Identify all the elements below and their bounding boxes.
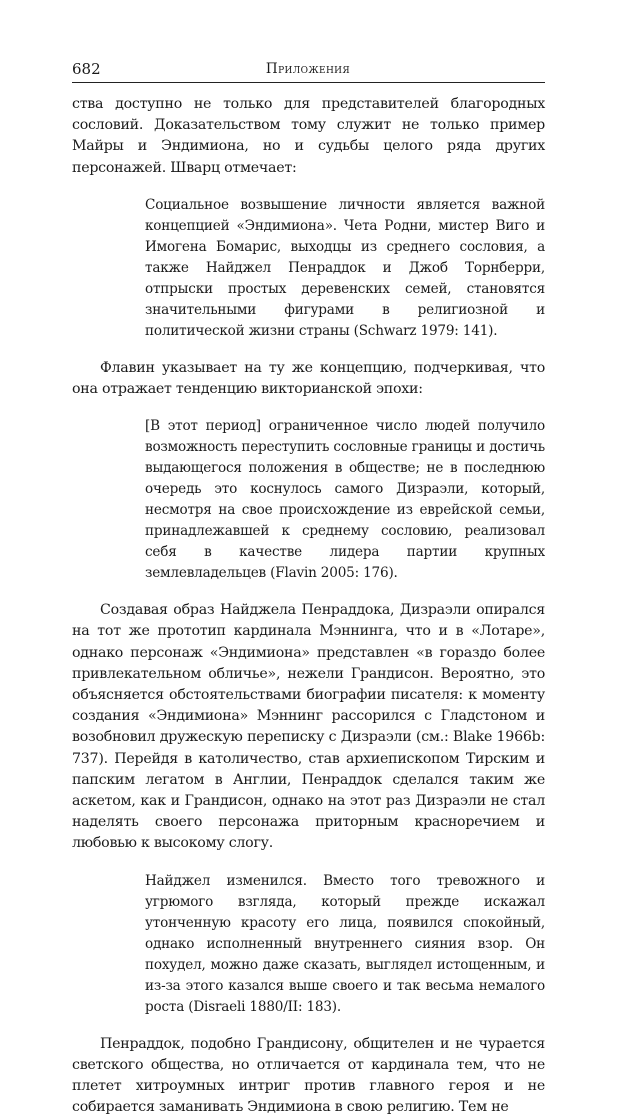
page-number: 682 bbox=[72, 60, 101, 78]
page-header bbox=[72, 60, 544, 82]
block-quote-3: Найджел изменился. Вместо того тревожного и угрюмого взгляда, который прежде искажал утонченную красоту его лица, появился спокойный, однако исполненный внутреннего сияния взор. Он похудел, можно даже сказать, выглядел истощенным, и из-за этого казался выше своего и так весьма немалого роста (Disraeli 1880/II: 183). bbox=[145, 872, 545, 1015]
page-body bbox=[72, 94, 545, 1118]
running-title: Приложения bbox=[265, 61, 351, 77]
block-quote-1: Социальное возвышение личности является важной концепцией «Эндимиона». Чета Родни, мистер Виго и Имогена Бомарис, выходцы из среднего сословия, а также Найджел Пенраддок и Джоб Торнберри, отпрыски простых деревенских семей, становятся значительными фигурами в религиозной и политической жизни страны (Schwarz 1979: 141). bbox=[145, 196, 545, 339]
paragraph-3: Создавая образ Найджела Пенраддока, Дизраэли опирался на тот же прототип кардинала Мэннинга, что и в «Лотаре», однако персонаж «Эндимиона» представлен «в гораздо более привлекательном обличье», нежели Грандисон. Вероятно, это объясняется обстоятельствами биографии писателя: к моменту создания «Эндимиона» Мэннинг рассорился с Гладстоном и возобновил дружескую переписку с Дизраэли (см.: Blake 1966b: 737). Перейдя в католичество, став архиепископом Тирским и папским легатом в Англии, Пенраддок сделался таким же аскетом, как и Грандисон, однако на этот раз Дизраэли не стал наделять своего персонажа приторным красноречием и любовью к высокому слогу. bbox=[72, 602, 545, 852]
paragraph-4: Пенраддок, подобно Грандисону, общителен и не чурается светского общества, но отличается от кардинала тем, что не плетет хитроумных интриг против главного героя и не собирается заманивать Эндимиона в свою религию. Тем не bbox=[72, 1035, 545, 1116]
block-quote-2: [В этот период] ограниченное число людей получило возможность переступить сословные границы и достичь выдающегося положения в обществе; не в последнюю очередь это коснулось самого Дизраэли, который, несмотря на свое происхождение из еврейской семьи, принадлежавшей к среднему сословию, реализовал себя в качестве лидера партии крупных землевладельцев (Flavin 2005: 176). bbox=[145, 418, 545, 582]
paragraph-2: Флавин указывает на ту же концепцию, подчеркивая, что она отражает тенденцию викторианской эпохи: bbox=[72, 359, 545, 398]
paragraph-1: ства доступно не только для представителей благородных сословий. Доказательством тому служит не только пример Майры и Эндимиона, но и судьбы целого ряда других персонажей. Шварц отмечает: bbox=[72, 96, 545, 176]
header-rule bbox=[72, 82, 545, 83]
